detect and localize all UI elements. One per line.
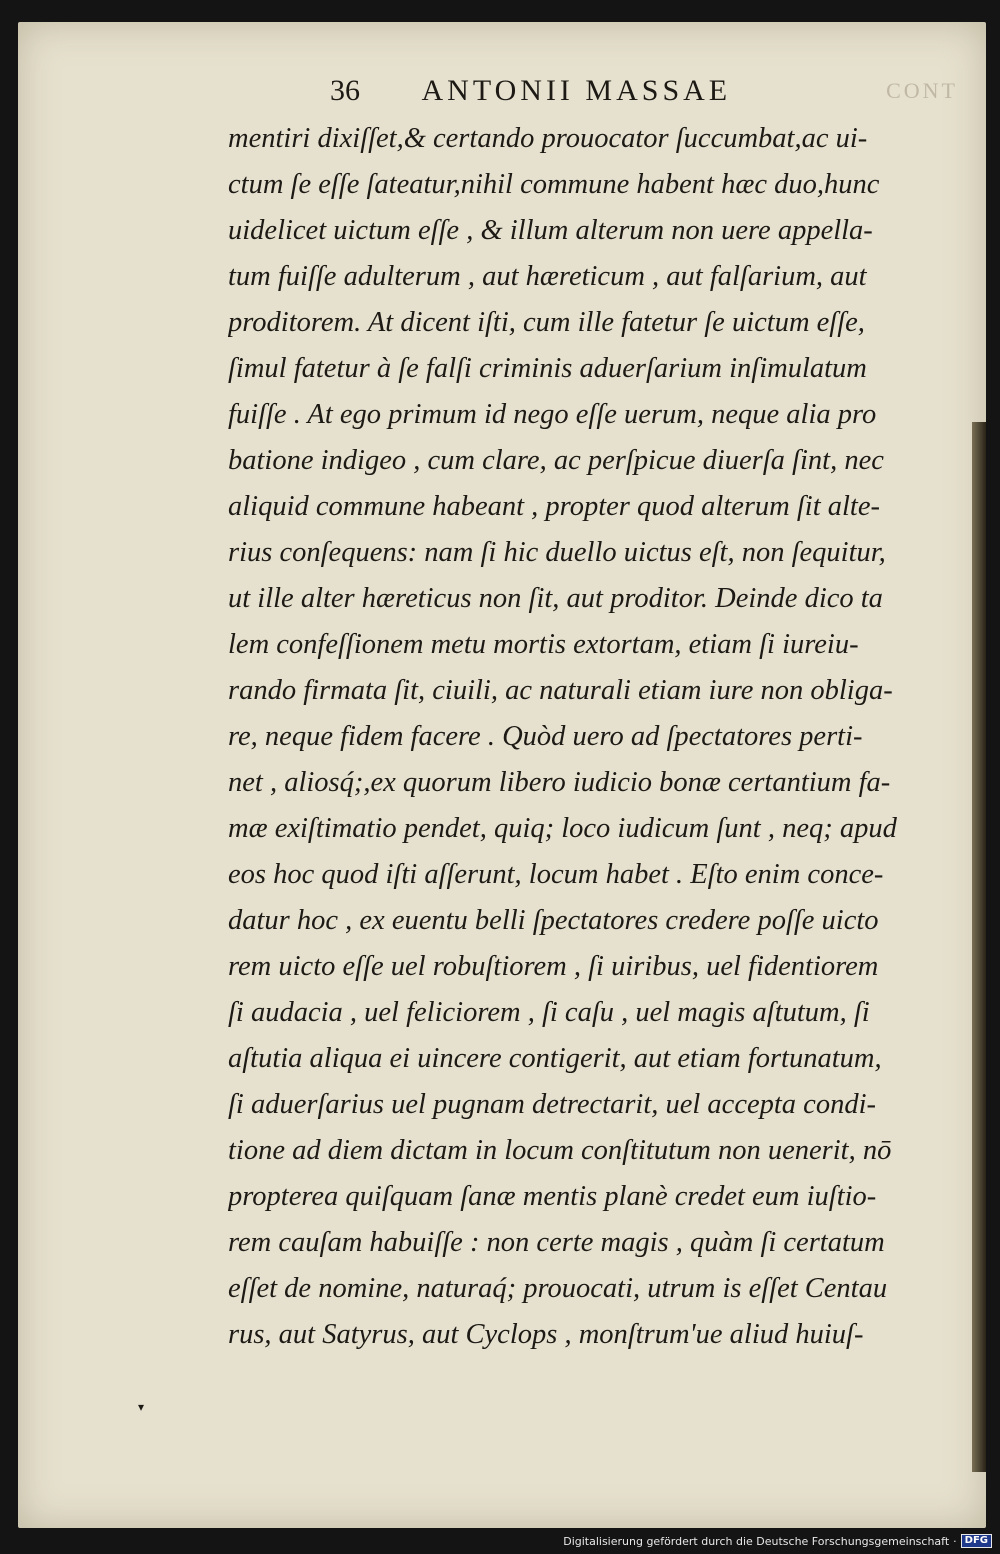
text-line: tione ad diem dictam in locum conſtitutum non uenerit, nō: [228, 1135, 892, 1166]
text-line: proditorem. At dicent iſti, cum ille fatetur ſe uictum eſſe,: [228, 307, 865, 338]
text-line: ſi aduerſarius uel pugnam detrectarit, uel accepta condi-: [228, 1089, 876, 1120]
book-page: [18, 22, 986, 1528]
text-line: datur hoc , ex euentu belli ſpectatores credere poſſe uicto: [228, 905, 879, 936]
text-line: aliquid commune habeant , propter quod alterum ſit alte-: [228, 491, 880, 522]
text-line: mentiri dixiſſet,& certando prouocator ſuccumbat,ac ui-: [228, 123, 868, 154]
text-line: rando firmata ſit, ciuili, ac naturali etiam iure non obliga-: [228, 675, 893, 706]
text-line: rem cauſam habuiſſe : non certe magis , quàm ſi certatum: [228, 1227, 885, 1258]
text-line: uidelicet uictum eſſe , & illum alterum non uere appella-: [228, 215, 873, 246]
text-line: aſtutia aliqua ei uincere contigerit, aut etiam fortunatum,: [228, 1043, 882, 1074]
catchword-mark: ▾: [138, 1400, 145, 1414]
page-edge-shadow: [972, 422, 986, 1472]
text-line: net , aliosq́;,ex quorum libero iudicio bonæ certantium fa-: [228, 767, 891, 798]
text-line: rus, aut Satyrus, aut Cyclops , monſtrum'ue aliud huiuſ-: [228, 1319, 864, 1350]
text-line: fuiſſe . At ego primum id nego eſſe uerum, neque alia pro: [228, 399, 877, 430]
bleed-through-text: CONT: [886, 78, 958, 103]
text-line: ctum ſe eſſe ſateatur,nihil commune habent hæc duo,hunc: [228, 169, 880, 200]
text-line: ſimul fatetur à ſe falſi criminis aduerſarium inſimulatum: [228, 353, 867, 384]
page-header: [330, 74, 731, 108]
text-line: eſſet de nomine, naturaq́; prouocati, utrum is eſſet Centau: [228, 1273, 888, 1304]
body-text: [228, 116, 928, 1358]
text-line: rius conſequens: nam ſi hic duello uictus eſt, non ſequitur,: [228, 537, 886, 568]
digitization-credit: [563, 1532, 992, 1550]
running-head: ANTONII MASSAE: [421, 74, 732, 107]
text-line: ſi audacia , uel feliciorem , ſi caſu , uel magis aſtutum, ſi: [228, 997, 870, 1028]
text-line: batione indigeo , cum clare, ac perſpicue diuerſa ſint, nec: [228, 445, 884, 476]
credit-separator: ·: [953, 1534, 957, 1548]
text-line: eos hoc quod iſti aſſerunt, locum habet . Eſto enim conce-: [228, 859, 884, 890]
text-line: tum fuiſſe adulterum , aut hæreticum , aut falſarium, aut: [228, 261, 867, 292]
text-line: mæ exiſtimatio pendet, quiq; loco iudicum ſunt , neq; apud: [228, 813, 897, 844]
text-line: lem confeſſionem metu mortis extortam, etiam ſi iureiu-: [228, 629, 859, 660]
page-number: 36: [330, 74, 360, 107]
text-line: ut ille alter hæreticus non ſit, aut proditor. Deinde dico ta: [228, 583, 883, 614]
credit-text: Digitalisierung gefördert durch die Deutsche Forschungsgemeinschaft: [563, 1534, 950, 1548]
text-line: propterea quiſquam ſanæ mentis planè credet eum iuſtio-: [228, 1181, 877, 1212]
text-line: rem uicto eſſe uel robuſtiorem , ſi uiribus, uel fidentiorem: [228, 951, 879, 982]
dfg-logo: DFG: [961, 1534, 992, 1548]
text-line: re, neque fidem facere . Quòd uero ad ſpectatores perti-: [228, 721, 863, 752]
